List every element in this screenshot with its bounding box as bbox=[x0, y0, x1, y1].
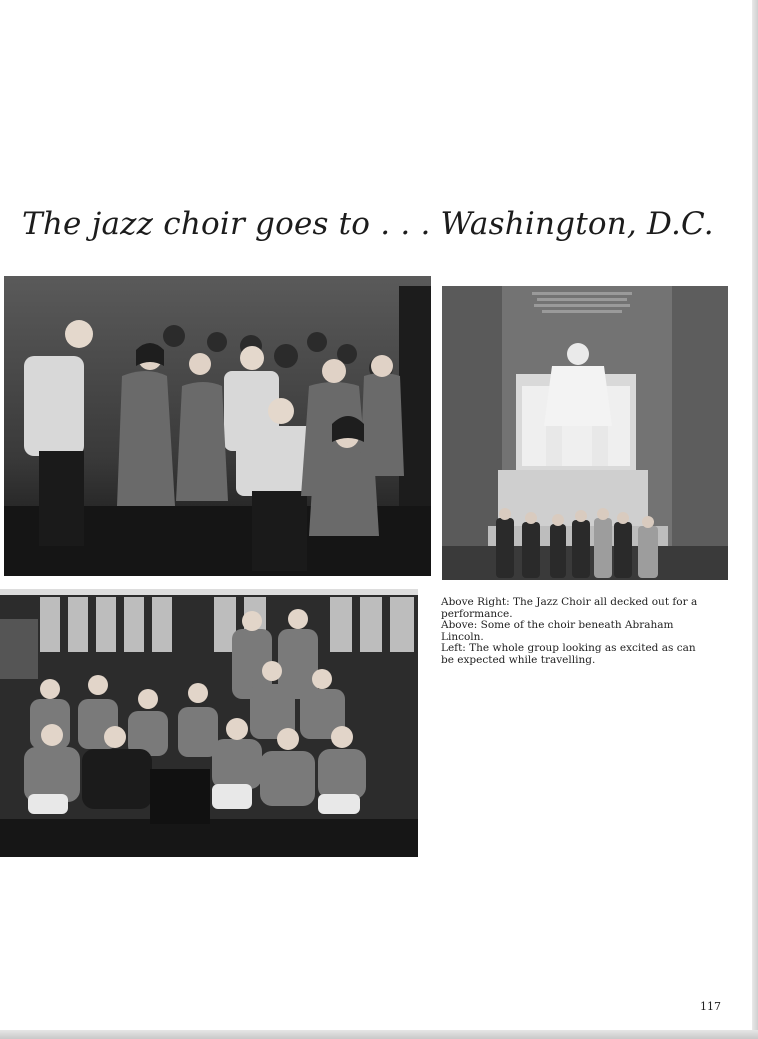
caption-above: Above: Some of the choir beneath Abraham Lincoln. bbox=[441, 619, 674, 643]
lincoln-memorial-photo bbox=[442, 286, 728, 580]
photo-captions bbox=[441, 597, 711, 667]
caption-above-right: Above Right: The Jazz Choir all decked out for a performance. bbox=[441, 596, 698, 620]
page-edge-right bbox=[752, 0, 758, 1039]
page-number: 117 bbox=[700, 1000, 721, 1013]
performance-photo bbox=[4, 276, 431, 576]
page-edge-bottom bbox=[0, 1030, 758, 1039]
caption-left: Left: The whole group looking as excited as can be expected while travelling. bbox=[441, 642, 696, 666]
group-photo bbox=[0, 589, 418, 857]
page-headline: The jazz choir goes to . . . Washington, D.C. bbox=[22, 206, 714, 242]
